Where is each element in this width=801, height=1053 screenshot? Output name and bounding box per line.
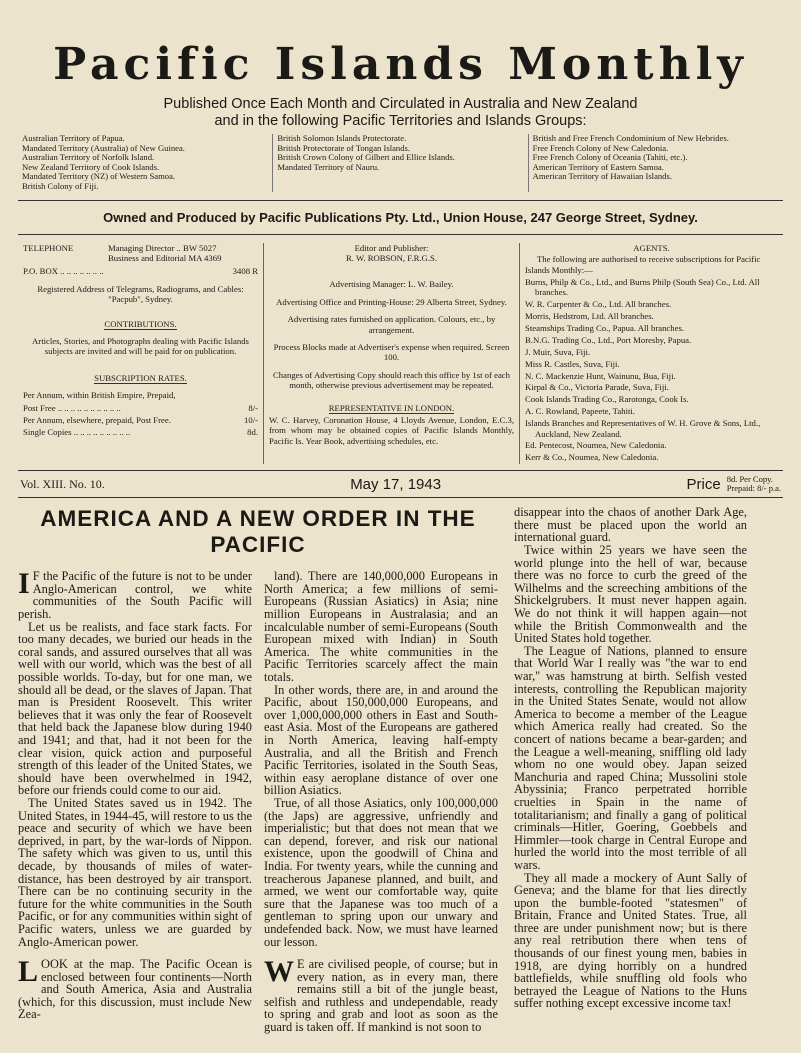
article-paragraph: [18, 797, 252, 948]
territory-item: Mandated Territory (Australia) of New Guinea.: [22, 142, 185, 153]
telephone-line-1: Managing Director .. BW 5027: [108, 242, 217, 253]
process-blocks: Process Blocks made at Advertiser's expense when required. Screen 100.: [273, 342, 510, 363]
owned-line: Owned and Produced by Pacific Publications Pty. Ltd., Union House, 247 George Street, Sydney.: [18, 200, 783, 235]
subtitle-line-2: and in the following Pacific Territories and Islands Groups:: [214, 113, 587, 129]
article-paragraph: [18, 567, 252, 622]
agents-intro: The following are authorised to receive subscriptions for Pacific Islands Monthly:—: [525, 254, 761, 275]
masthead-title: Pacific Islands Monthly: [53, 39, 748, 90]
territory-item: British Colony of Fiji.: [22, 180, 99, 191]
telephone-row: [23, 243, 258, 264]
article-paragraph: [264, 684, 498, 797]
issue-date: May 17, 1943: [350, 475, 442, 493]
volume-number: Vol. XIII. No. 10.: [20, 476, 105, 491]
price-prepaid: Prepaid: 8/- p.a.: [726, 483, 781, 494]
paragraph-text: disappear into the chaos of another Dark Age, there must be placed upon the world an international guard.: [514, 505, 747, 545]
subscription-label: Per Annum, elsewhere, prepaid, Post Free.: [23, 415, 171, 426]
agent-item: N. C. Mackenzie Hunt, Wainunu, Bua, Fiji.: [525, 370, 676, 381]
price-label: Price: [686, 475, 721, 493]
subscription-rates: [23, 390, 258, 438]
agent-item: Steamships Trading Co., Papua. All branches.: [525, 322, 685, 333]
drop-cap: W: [264, 955, 294, 989]
paragraph-text: F the Pacific of the future is not to be under Anglo-American control, we white communities of the South Pacific will perish.: [18, 569, 252, 622]
article-paragraph: [264, 955, 498, 1035]
territories-col-3: [528, 134, 783, 192]
territories-list: [18, 134, 783, 192]
advertising-rates: Advertising rates furnished on application. Colours, etc., by arrangement.: [287, 314, 496, 335]
territory-item: Free French Colony of New Caledonia.: [532, 142, 669, 153]
article-column-3: [514, 506, 747, 1033]
paragraph-text: The United States saved us in 1942. The United States, in 1944-45, will restore to us the peace and security of which we have been deprived, in part, by the war-lords of Nippon. The safety which was given to us, until this decade, by thousands of miles of water-distance, has been destroyed by air transport. There can be no continuing security in the future for the white communities in the South Pacific, or for any communities within sight of Pacific waters, unless we are guarded by Anglo-American power.: [18, 795, 253, 949]
issue-line: [18, 470, 783, 498]
article-headline: AMERICA AND A NEW ORDER IN THE PACIFIC: [40, 506, 476, 558]
telephone-label: TELEPHONE: [23, 242, 74, 253]
article-paragraph: [514, 645, 747, 872]
article-paragraph: [514, 872, 747, 1011]
agent-item: Islands Branches and Representatives of W. H. Grove & Sons, Ltd., Auckland, New Zealand.: [525, 418, 761, 439]
subscription-label: Single Copies .. .. .. .. .. .. .. .. ..: [23, 427, 131, 438]
info-block: [18, 243, 783, 465]
territory-item: New Zealand Territory of Cook Islands.: [22, 161, 160, 172]
agent-item: Kerr & Co., Noumea, New Caledonia.: [525, 452, 659, 463]
paragraph-text: In other words, there are, in and around the Pacific, about 150,000,000 Europeans, and over 1,000,000,000 others in East and South-east Asia. Most of the Europeans are gathered in North America, leaving half-empty Australia, and all the British and French Pacific Territories, isolated in the South Seas, within easy aeroplane distance of over one billion Asiatics.: [264, 682, 498, 798]
article: [18, 506, 783, 1033]
editor-name: R. W. ROBSON, F.R.G.S.: [345, 252, 438, 263]
agents-column: [520, 243, 783, 465]
agent-item: W. R. Carpenter & Co., Ltd. All branches.: [525, 299, 672, 310]
paragraph-text: Let us be realists, and face stark facts. For too many decades, we buried our heads in the coral sands, and assured ourselves that all was well with our world, which was the best of all possible worlds. To-day, but for one man, we should all be dead, or the slaves of Japan. That man is President Roosevelt. This writer believes that it was only the fear of Roosevelt that held back the Japanese blow during 1940 and 1941; and that, had it not been for the clear vision, quick action and purposeful strength of this leader of the United States, we should have been overwhelmed in 1942, before our friends could come to our aid.: [18, 619, 252, 798]
subscription-row: [23, 403, 258, 413]
subscription-label: Per Annum, within British Empire, Prepaid,: [23, 390, 176, 401]
paragraph-text: The League of Nations, planned to ensure that World War I really was "the war to end war," was hamstrung at birth. Selfish vested interests, controlling the Republican majority in the United States Senate, would not allow America to become a member of the League which America really had created. So the concert of nations became a bear-garden; and the League a well-meaning, sniffling old lady whom no one would obey. Japan seized Manchuria and raped China; Mussolini stole Abyssinia; Franco perpetrated horrible cruelties in Spain in the name of totalitarianism; and finally a gang of political criminals—Hitler, Goering, Goebbels and Himmler—took charge in Central Europe and hurled the world into the most terrible of all wars.: [514, 643, 747, 872]
article-paragraph: [18, 955, 252, 1022]
territories-col-2: [272, 134, 527, 192]
agent-item: Ed. Pentecost, Noumea, New Caledonia.: [525, 440, 667, 451]
paragraph-text: E are civilised people, of course; but in every nation, as in every man, there remains still a bit of the jungle beast, selfish and ruthless and undependable, ready to spring and grab and loot as soon as the guard is taken off. If mankind is not soon to: [264, 957, 498, 1035]
subscription-value: 8/-: [248, 402, 258, 413]
article-paragraph: [18, 621, 252, 797]
contributions-heading-text: CONTRIBUTIONS.: [104, 318, 177, 329]
territory-item: British Solomon Islands Protectorate.: [277, 133, 407, 143]
territory-item: British and Free French Condominium of New Hebrides.: [532, 133, 729, 143]
drop-cap: L: [18, 955, 39, 989]
article-column-2: [264, 570, 498, 1033]
masthead-subtitle: [18, 96, 783, 130]
subtitle-line-1: Published Once Each Month and Circulated in Australia and New Zealand: [163, 96, 638, 112]
subscription-row: [23, 415, 258, 425]
po-box-value: 3408 R: [232, 266, 258, 277]
representative-heading-text: REPRESENTATIVE IN LONDON.: [328, 402, 455, 413]
article-paragraph: [514, 506, 747, 544]
territory-item: Free French Colony of Oceania (Tahiti, etc.).: [532, 152, 688, 163]
agents-heading: AGENTS.: [633, 242, 670, 253]
article-column-1: [18, 567, 253, 1033]
article-columns: [18, 567, 498, 1035]
territory-item: British Crown Colony of Gilbert and Ellice Islands.: [277, 152, 455, 163]
telephone-line-2: Business and Editorial MA 4369: [108, 252, 222, 263]
agent-item: Cook Islands Trading Co., Rarotonga, Cook Is.: [525, 394, 689, 405]
subscription-row: [23, 427, 258, 437]
article-paragraph: [514, 544, 747, 645]
price-per-copy: 8d. Per Copy.: [726, 474, 773, 485]
representative-heading: [269, 403, 514, 413]
price-block: [687, 475, 781, 493]
territory-item: Australian Territory of Norfolk Island.: [22, 152, 155, 163]
agents-list: [525, 277, 778, 463]
editor-label: Editor and Publisher:: [354, 242, 429, 253]
subscription-row: [23, 390, 258, 400]
subscription-heading: [23, 373, 258, 383]
telephone-lines: [108, 243, 258, 264]
agent-item: Morris, Hedstrom, Ltd. All branches.: [525, 311, 654, 321]
agent-item: B.N.G. Trading Co., Ltd., Port Moresby, Papua.: [525, 334, 692, 345]
paragraph-text: Twice within 25 years we have seen the world plunge into the hell of war, because there was no force to curb the greed of the Wilhelms and the screeching ambitions of the Shickelgrubers. It must never happen again. We do not think it will happen again—not while the British Commonwealth and the United States hold together.: [514, 543, 747, 646]
article-paragraph: [264, 570, 498, 683]
paragraph-text: They all made a mockery of Aunt Sally of Geneva; and the blame for that lies directly upon the bumble-footed "statesmen" of Britain, France and United States. True, all three are under punishment now; but is there any real retribution there when tens of thousands of our finest young men, babies in 1918, are dying horribly on a hundred battlefields, while snuffling old fools who betrayed the League of Nations to the Huns suffer nothing except excessive income tax!: [514, 870, 747, 1011]
agent-item: Burns, Philp & Co., Ltd., and Burns Philp (South Sea) Co., Ltd. All branches.: [525, 276, 760, 298]
territory-item: British Protectorate of Tongan Islands.: [277, 142, 410, 153]
po-box-row: [23, 266, 258, 276]
territory-item: American Territory of Eastern Samoa.: [532, 161, 664, 172]
territory-item: Mandated Territory (NZ) of Western Samoa.: [22, 171, 176, 182]
subscription-heading-text: SUBSCRIPTION RATES.: [94, 372, 187, 383]
agent-item: Kirpal & Co., Victoria Parade, Suva, Fiji.: [525, 382, 669, 393]
territory-item: American Territory of Hawaiian Islands.: [532, 171, 672, 182]
agent-item: A. C. Rowland, Papeete, Tahiti.: [525, 406, 635, 417]
registered-address: Registered Address of Telegrams, Radiograms, and Cables: "Pacpub", Sydney.: [37, 283, 244, 305]
paragraph-text: True, of all those Asiatics, only 100,000,000 (the Japs) are aggressive, unfriendly and imperialistic; but that does not mean that we can depend, forever, and risk our national existence, upon the goodwill of China and India. For twenty years, while the cunning and treacherous Japanese planned, and built, and armed, we went our comfortable way, quite sure that the Japanese was too much of a gentleman to spring upon our unwary and undefended back. Now, we must have learned our lesson.: [264, 795, 498, 949]
subscription-value: 10/-: [244, 415, 258, 426]
subscription-label: Post Free .. .. .. .. .. .. .. .. .. ..: [23, 402, 121, 413]
advertising-manager: Advertising Manager: L. W. Bailey.: [329, 279, 454, 290]
article-paragraph: [264, 797, 498, 948]
price-values: [727, 475, 781, 493]
advertising-office: Advertising Office and Printing-House: 29 Alberta Street, Sydney.: [276, 296, 507, 307]
article-left: [18, 506, 498, 1033]
agent-item: J. Muir, Suva, Fiji.: [525, 346, 591, 357]
agent-item: Miss R. Castles, Suva, Fiji.: [525, 358, 620, 369]
contributions-text: Articles, Stories, and Photographs dealing with Pacific Islands subjects are invited and will be paid for on publication.: [32, 336, 249, 357]
changes-of-copy: Changes of Advertising Copy should reach this office by 1st of each month, otherwise previous advertisement may be repeated.: [272, 369, 510, 391]
po-box-label: P.O. BOX .. .. .. .. .. .. ..: [23, 266, 104, 277]
middle-info-column: [263, 243, 520, 465]
paragraph-text: OOK at the map. The Pacific Ocean is enclosed between four continents—North and South America, Asia and Australia (which, for this discussion, must include New Zea-: [18, 957, 252, 1022]
contributions-heading: [23, 319, 258, 329]
subscription-value: 8d.: [247, 427, 258, 438]
territory-item: Australian Territory of Papua.: [22, 133, 125, 143]
left-info-column: [18, 243, 263, 465]
drop-cap: I: [18, 567, 30, 601]
paragraph-text: land). There are 140,000,000 Europeans in North America; a few millions of semi-Europeans (Russian Asiatics) in Asia; nine million Europeans in Australasia; and an incalculable number of semi-Europeans (South European mixed with Indian) in South America. The white communities in the Pacific Territories scarcely affect the main totals.: [264, 569, 498, 685]
territory-item: Mandated Territory of Nauru.: [277, 161, 380, 172]
representative-text: W. C. Harvey, Coronation House, 4 Lloyds Avenue, London, E.C.3, from whom may be obtained copies of Pacific Islands Monthly, Pacific Is. Year Book, advertising schedules, etc.: [269, 415, 514, 446]
territories-col-1: [18, 134, 272, 192]
